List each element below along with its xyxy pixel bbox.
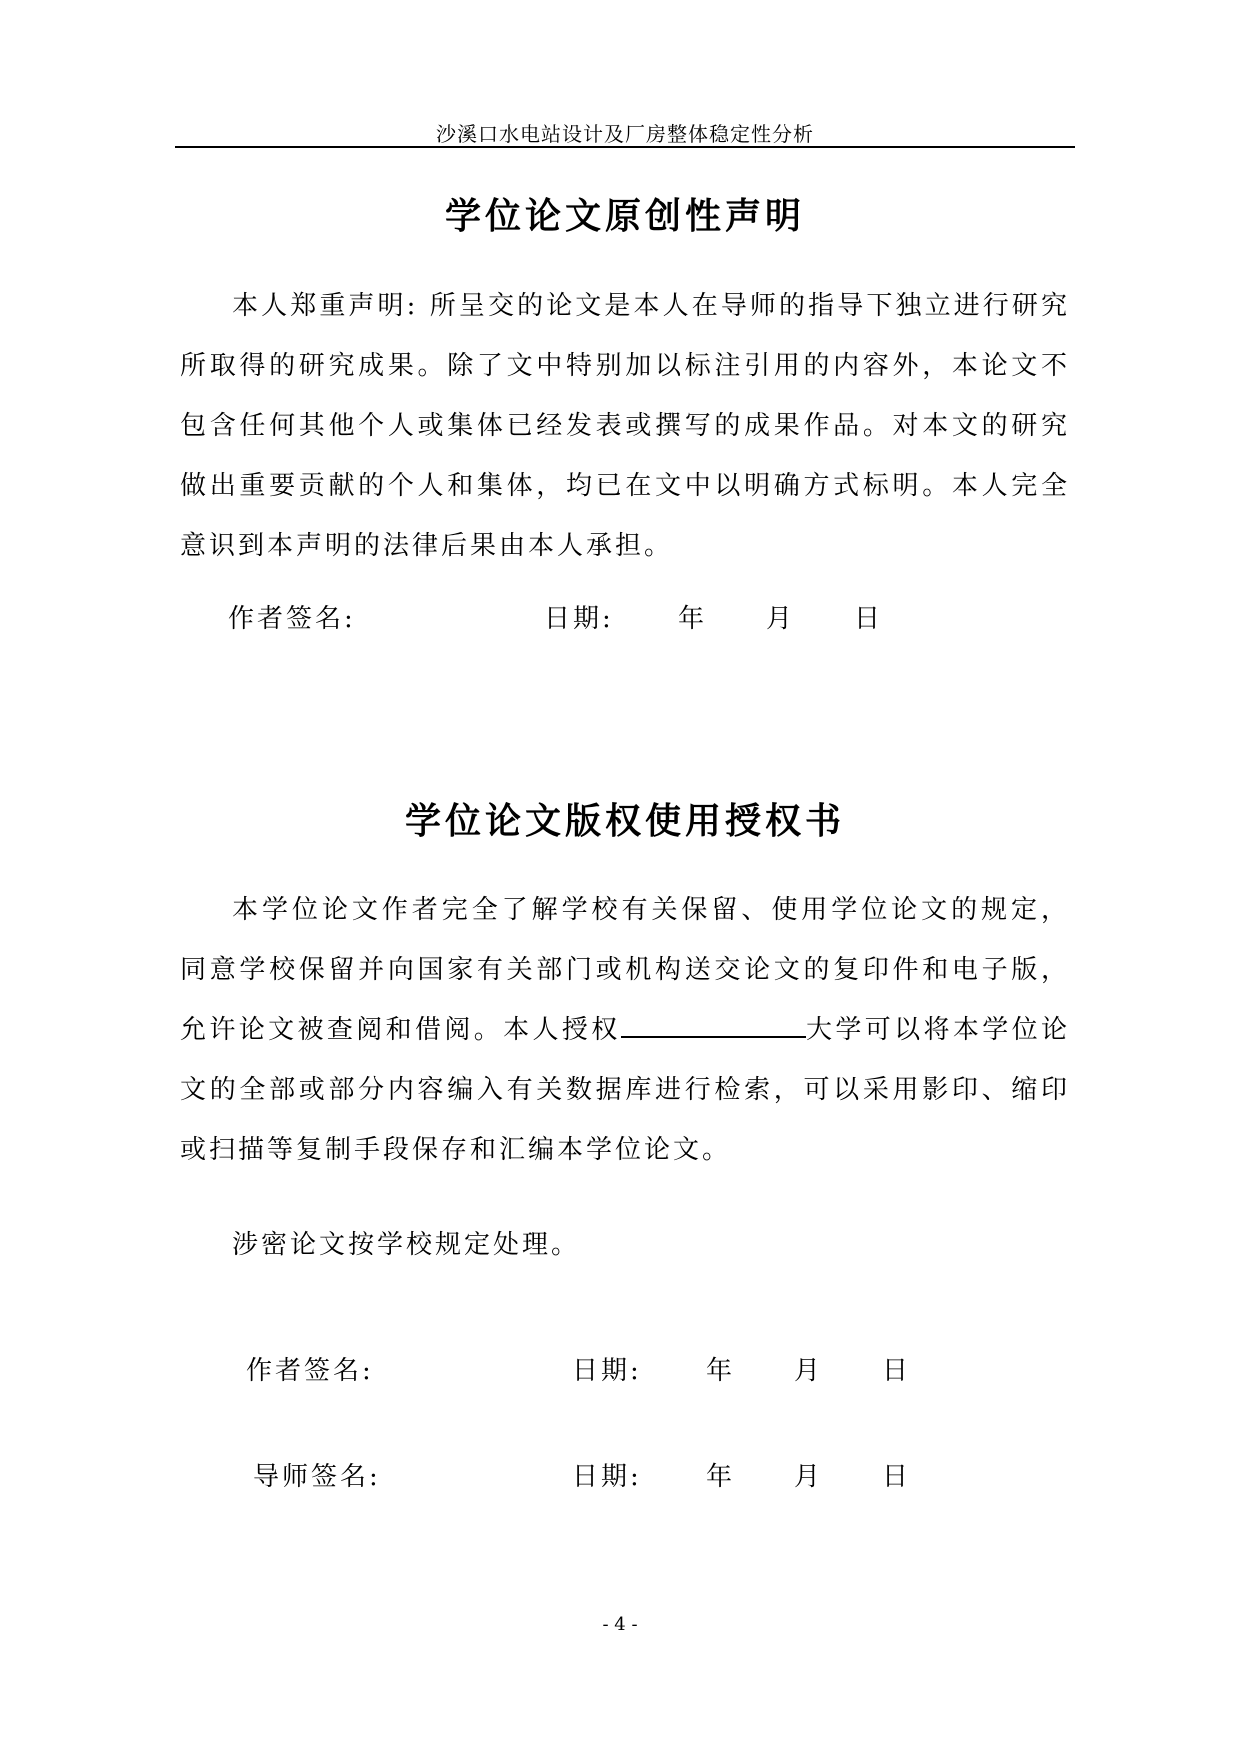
month-label: 月 xyxy=(766,604,796,634)
supervisor-signature-row xyxy=(253,1456,953,1496)
date-label: 日期: xyxy=(572,1462,642,1492)
confidential-note: 涉密论文按学校规定处理。 xyxy=(232,1230,581,1260)
authorization-body-part-2: 大学可以将本学位论文的全部或部分内容编入有关数据库进行检索，可以采用影印、缩印或扫描等复制手段保存和汇编本学位论文。 xyxy=(180,1015,1070,1165)
day-label: 日 xyxy=(882,1462,912,1492)
day-label: 日 xyxy=(854,604,884,634)
declaration-title: 学位论文原创性声明 xyxy=(444,196,805,237)
declaration-signature-row xyxy=(228,598,928,638)
authorization-body-part-1: 本学位论文作者完全了解学校有关保留、使用学位论文的规定，同意学校保留并向国家有关部门或机构送交论文的复印件和电子版，允许论文被查阅和借阅。本人授权 xyxy=(180,895,1070,1045)
author-signature-label: 作者签名: xyxy=(246,1356,374,1386)
year-label: 年 xyxy=(706,1462,736,1492)
running-header: 沙溪口水电站设计及厂房整体稳定性分析 xyxy=(436,122,814,146)
year-label: 年 xyxy=(706,1356,736,1386)
declaration-body: 本人郑重声明: 所呈交的论文是本人在导师的指导下独立进行研究所取得的研究成果。除了文中特别加以标注引用的内容外，本论文不包含任何其他个人或集体已经发表或撰写的成果作品。对本文的研究做出重要贡献的个人和集体，均已在文中以明确方式标明。本人完全意识到本声明的法律后果由本人承担。 xyxy=(180,291,1070,561)
authorization-author-signature-row xyxy=(246,1350,946,1390)
supervisor-signature-label: 导师签名: xyxy=(253,1462,381,1492)
page-number: - 4 - xyxy=(602,1614,638,1635)
day-label: 日 xyxy=(882,1356,912,1386)
author-signature-label: 作者签名: xyxy=(228,604,356,634)
date-label: 日期: xyxy=(544,604,614,634)
month-label: 月 xyxy=(794,1356,824,1386)
authorization-body xyxy=(180,880,1070,1180)
university-name-blank xyxy=(621,1012,806,1038)
header-rule xyxy=(175,146,1075,148)
year-label: 年 xyxy=(678,604,708,634)
date-label: 日期: xyxy=(572,1356,642,1386)
authorization-title: 学位论文版权使用授权书 xyxy=(404,801,845,842)
month-label: 月 xyxy=(794,1462,824,1492)
